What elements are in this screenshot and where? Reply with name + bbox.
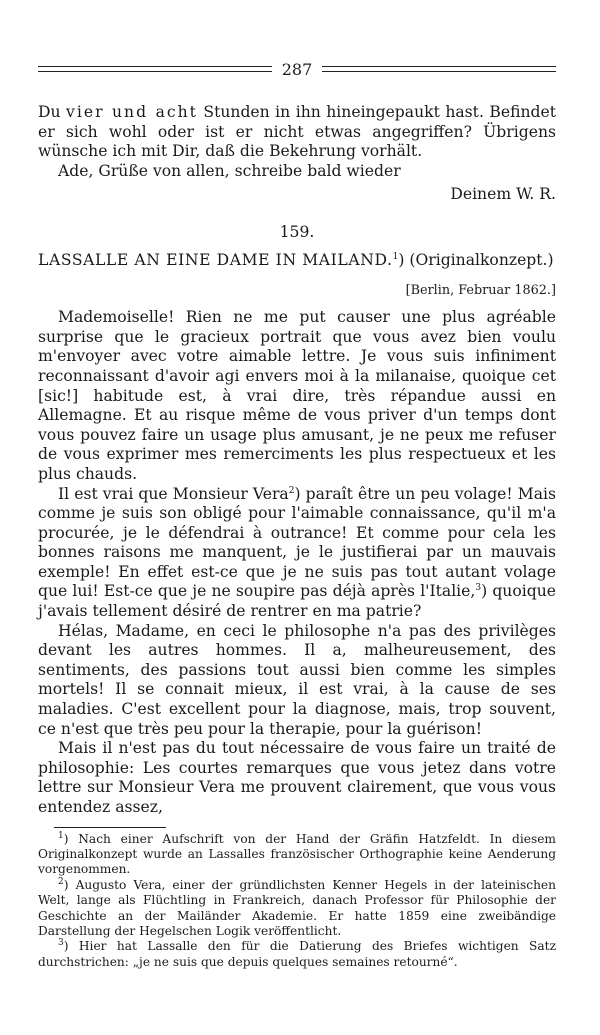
text-run: ) paraît être un peu volage! Mais comme je suis son obligé pour l'aimable connaissance, qu'il m'a procurée, je le défendrai à outrance! Et comme pour cela les bonnes raisons me manquent, je le justifierai par un mauvais exemple! En effet est-ce que je ne suis pas tout autant volage que lui! Est-ce que je ne soupire pas déjà après l'Italie, [38, 484, 556, 601]
footnotes [38, 832, 556, 971]
emphasized-text: vier und acht [66, 103, 198, 121]
footnote-text: ) Nach einer Aufschrift von der Hand der Gräfin Hatzfeldt. In diesem Originalkonzept wurde an Lassalles französischer Orthographie keine Aenderung vorgenommen. [38, 831, 556, 877]
prev-letter-farewell: Ade, Grüße von allen, schreibe bald wieder [58, 161, 401, 180]
footnote-ref: 2 [288, 485, 295, 496]
footnote-mark: 3 [58, 938, 64, 949]
paragraph [38, 485, 556, 622]
paragraph: Mais il n'est pas du tout nécessaire de vous faire un traité de philosophie: Les courtes remarques que vous jetez dans votre lettre sur Monsieur Vera me prouvent clairement, que vous vous entendez assez, [38, 739, 556, 816]
footnote-text: ) Augusto Vera, einer der gründlichsten Kenner Hegels in der lateinischen Welt, lange als Flüchtling in Frankreich, danach Professor für Philosophie der Geschichte an der Mailänder Akademie. Er hatte 1859 eine zweibändige Darstellung der Hegelschen Logik veröffentlicht. [38, 877, 556, 939]
footnote [38, 878, 556, 940]
text-run: ) quoique j'avais tellement désiré de rentrer en ma patrie? [38, 582, 556, 621]
footnote-mark: 1 [58, 830, 64, 841]
footnote-mark: 2 [58, 876, 64, 887]
footnote [38, 832, 556, 878]
text-run: Du [38, 103, 67, 121]
letter-source-note: (Originalkonzept.) [404, 250, 554, 269]
footnote-ref: 1 [392, 251, 399, 262]
paragraph: Mademoiselle! Rien ne me put causer une plus agréable surprise que le gracieux portrait que vous avez bien voulu m'envoyer avec votre aimable lettre. Je vous suis infiniment reconnaissant d'avoir agi envers moi à la milanaise, quoique cet [sic!] habitude est, à vrai dire, très répandue aussi en Allemagne. Et au risque même de vous priver d'un temps dont vous pouvez faire un usage plus amusant, je ne peux me refuser de vous exprimer mes remerciments les plus respectueux et les plus chauds. [38, 308, 556, 483]
paragraph: Hélas, Madame, en ceci le philosophe n'a pas des privilèges devant les autres hommes. Il a, malheureusement, des sentiments, des passions tout aussi bien comme les simples mortels! Il se connait mieux, il est vrai, à la cause de ses maladies. C'est excellent pour la diagnose, mais, trop souvent, ce n'est que très peu pour la therapie, pour la guérison! [38, 621, 556, 738]
letter-text [38, 308, 556, 817]
letter-title: LASSALLE AN EINE DAME IN MAILAND. [38, 250, 393, 269]
running-header [38, 57, 556, 81]
prev-letter-closing [38, 103, 556, 162]
page-body [38, 103, 556, 970]
footnote-ref: 3 [475, 583, 482, 594]
footnote [38, 939, 556, 970]
footnote-separator [54, 827, 166, 828]
letter-heading: LASSALLE AN EINE DAME IN MAILAND.$^1$) (Originalkonzept.) [38, 250, 554, 269]
page-number: 287 [281, 59, 313, 79]
header-rule-right [322, 66, 556, 72]
footnote-text: ) Hier hat Lassalle den für die Datierung des Briefes wichtigen Satz durchstrichen: „je ne suis que depuis quelques semaines retourné“. [38, 939, 556, 969]
text-run: Il est vrai que Monsieur Vera [58, 484, 289, 503]
letter-number: 159. [279, 222, 315, 241]
text-run: Stunden in ihn hineingepaukt hast. Befindet er sich wohl oder ist er nicht etwas angegriffen? Übrigens wünsche ich mit Dir, daß die Bekehrung vorhält. [38, 103, 556, 161]
letter-dateline: [Berlin, Februar 1862.] [405, 282, 556, 298]
prev-letter-signature: Deinem W. R. [450, 185, 556, 204]
header-rule-left [38, 66, 272, 72]
